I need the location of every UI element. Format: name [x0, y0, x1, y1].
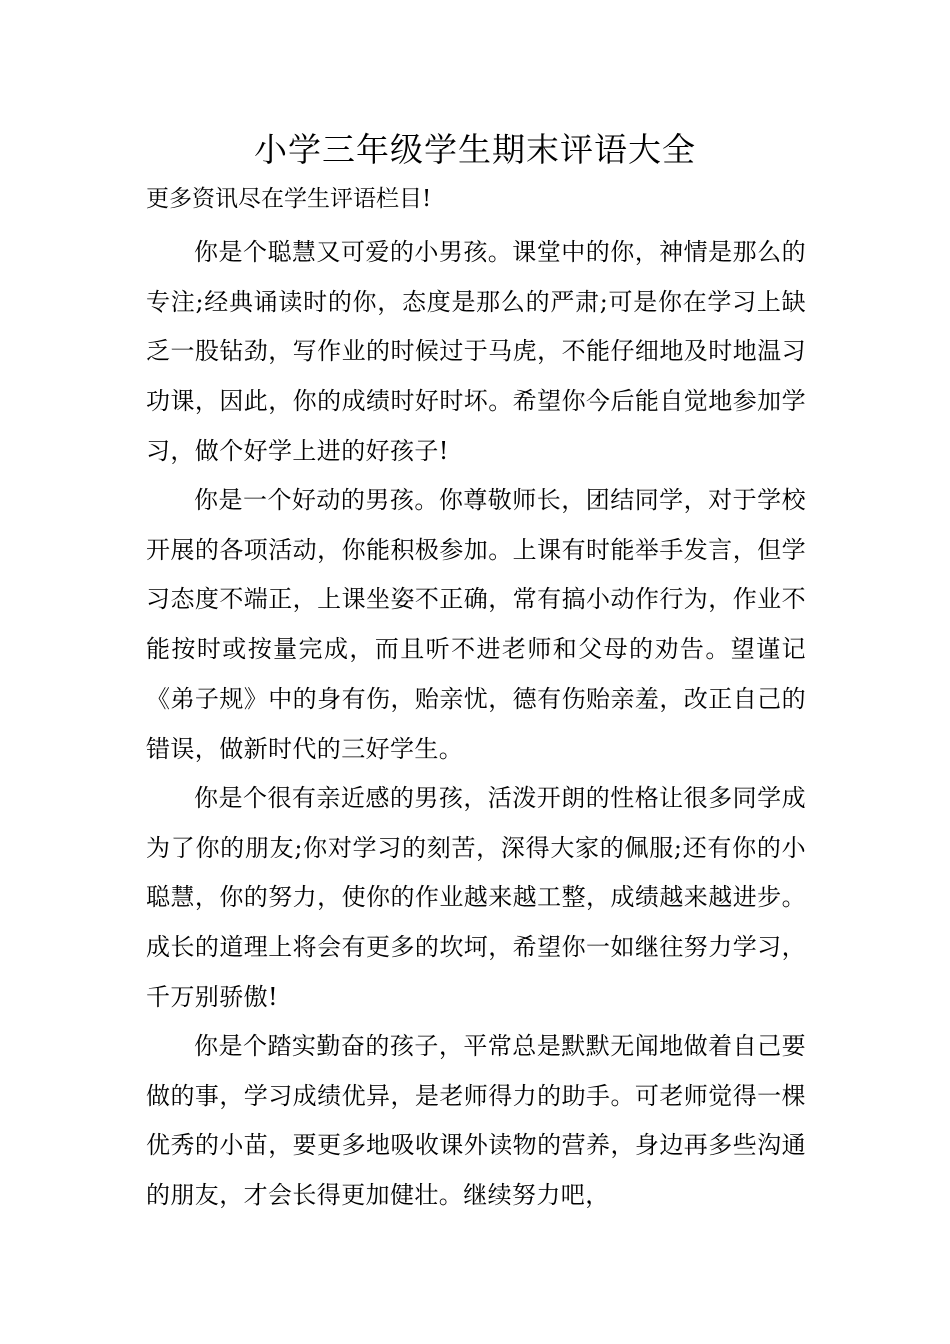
comment-paragraph-1: 你是个聪慧又可爱的小男孩。课堂中的你，神情是那么的专注;经典诵读时的你，态度是那么的严肃;可是你在学习上缺乏一股钻劲，写作业的时候过于马虎，不能仔细地及时地温习功课，因此，你的成绩时好时坏。希望你今后能自觉地参加学习，做个好学上进的好孩子!: [146, 238, 806, 465]
comment-paragraph-3: 你是个很有亲近感的男孩，活泼开朗的性格让很多同学成为了你的朋友;你对学习的刻苦，深得大家的佩服;还有你的小聪慧，你的努力，使你的作业越来越工整，成绩越来越进步。成长的道理上将会有更多的坎坷，希望你一如继往努力学习，千万别骄傲!: [146, 784, 806, 1011]
comment-paragraph-2: 你是一个好动的男孩。你尊敬师长，团结同学，对于学校开展的各项活动，你能积极参加。上课有时能举手发言，但学习态度不端正，上课坐姿不正确，常有搞小动作行为，作业不能按时或按量完成，而且听不进老师和父母的劝告。望谨记《弟子规》中的身有伤，贻亲忧，德有伤贻亲羞，改正自己的错误，做新时代的三好学生。: [146, 486, 806, 763]
comment-paragraph-4: 你是个踏实勤奋的孩子，平常总是默默无闻地做着自己要做的事，学习成绩优异，是老师得力的助手。可老师觉得一棵优秀的小苗，要更多地吸收课外读物的营养，身边再多些沟通的朋友，才会长得更加健壮。继续努力吧，: [146, 1032, 806, 1210]
document-title: 小学三年级学生期末评语大全: [254, 130, 696, 169]
intro-line: 更多资讯尽在学生评语栏目!: [146, 186, 432, 212]
